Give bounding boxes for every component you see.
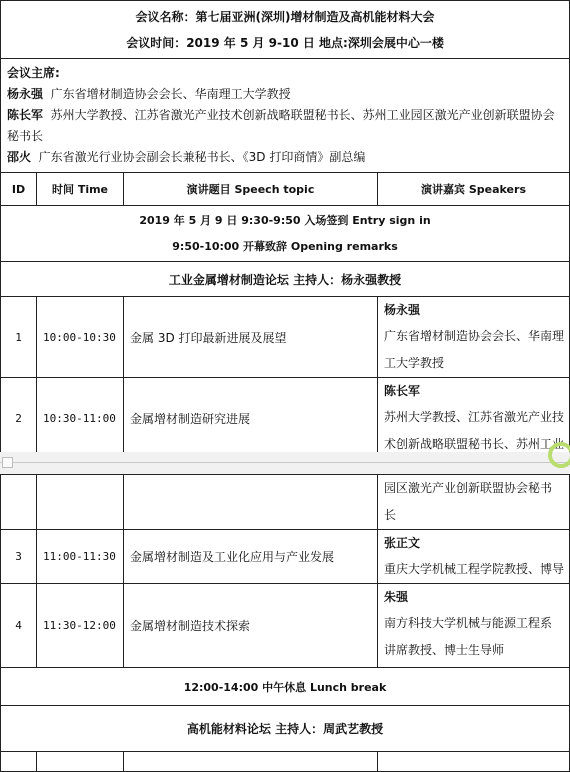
opening-remarks: 9:50-10:00 开幕致辞 Opening remarks xyxy=(172,239,398,253)
table-row xyxy=(1,584,570,668)
speaker-title: 南方科技大学机械与能源工程系 xyxy=(384,616,553,630)
table-row xyxy=(1,752,570,772)
table-row xyxy=(1,297,570,378)
header-time: 时间 Time xyxy=(37,173,124,206)
chairs-label: 会议主席: xyxy=(7,66,60,80)
speaker-title: 苏州大学教授、江苏省激光产业技 xyxy=(384,410,565,424)
row-time: 11:30-12:00 xyxy=(37,584,124,668)
chair-name: 陈长军 xyxy=(7,108,44,122)
row-time: 10:00-10:30 xyxy=(37,297,124,378)
meeting-title: 会议名称：第七届亚洲(深圳)增材制造及高机能材料大会 xyxy=(135,9,435,24)
lunch-break: 12:00-14:00 中午休息 Lunch break xyxy=(1,668,570,706)
forum-title-row xyxy=(1,706,570,752)
forum-2-title: 高机能材料论坛 主持人：周武艺教授 xyxy=(1,706,570,752)
row-topic: 金属增材制造技术探索 xyxy=(124,584,378,668)
row-topic: 金属 3D 打印最新进展及展望 xyxy=(124,297,378,378)
header-id: ID xyxy=(1,173,37,206)
lunch-row xyxy=(1,668,570,706)
speaker-title: 重庆大学机械工程学院教授、博导 xyxy=(384,562,565,576)
header-speakers: 演讲嘉宾 Speakers xyxy=(378,173,570,206)
header-topic: 演讲题目 Speech topic xyxy=(124,173,378,206)
table-row xyxy=(1,378,570,459)
chair-desc: 广东省激光行业协会副会长兼秘书长、《3D 打印商情》副总编 xyxy=(38,150,366,164)
row-topic: 金属增材制造及工业化应用与产业发展 xyxy=(124,530,378,584)
chair-item xyxy=(7,84,563,105)
speaker-name: 张正文 xyxy=(384,536,421,550)
row-id: 1 xyxy=(1,297,37,378)
page-break-line xyxy=(0,462,570,463)
page-break xyxy=(0,452,570,474)
row-time: 10:30-11:00 xyxy=(37,378,124,459)
table-row-continued xyxy=(1,475,570,530)
speaker-title: 园区激光产业创新联盟协会秘书 xyxy=(384,481,553,495)
speaker-title: 广东省增材制造协会会长、华南理 xyxy=(384,329,565,343)
speaker-name: 朱强 xyxy=(384,590,409,604)
chair-item xyxy=(7,105,563,147)
forum-title-row xyxy=(1,262,570,297)
meeting-info-row xyxy=(1,1,570,59)
forum-1-title: 工业金属增材制造论坛 主持人：杨永强教授 xyxy=(1,262,570,297)
schedule-page-2 xyxy=(0,474,570,772)
chair-desc: 广东省增材制造协会会长、华南理工大学教授 xyxy=(50,87,291,101)
speaker-name: 陈长军 xyxy=(384,384,421,398)
speaker-title: 长 xyxy=(384,508,397,522)
meeting-time-place: 会议时间：2019 年 5 月 9-10 日 地点:深圳会展中心一楼 xyxy=(126,35,444,50)
row-topic: 金属增材制造研究进展 xyxy=(124,378,378,459)
table-header-row xyxy=(1,173,570,206)
speaker-title: 术创新战略联盟秘书长、苏州工业 xyxy=(384,437,565,451)
chair-desc: 苏州大学教授、江苏省激光产业技术创新战略联盟秘书长、苏州工业园区激光产业创新联盟协会秘书长 xyxy=(7,108,555,143)
chairs-row xyxy=(1,59,570,173)
speaker-name: 杨永强 xyxy=(384,303,421,317)
entry-sign-in: 2019 年 5 月 9 日 9:30-9:50 入场签到 Entry sign in xyxy=(139,213,431,227)
row-id: 2 xyxy=(1,378,37,459)
page-corner-mark xyxy=(2,457,13,468)
chair-name: 杨永强 xyxy=(7,87,44,101)
chair-item xyxy=(7,147,563,168)
speaker-title: 工大学教授 xyxy=(384,356,445,370)
table-row xyxy=(1,530,570,584)
chair-name: 邵火 xyxy=(7,150,32,164)
speaker-title: 讲席教授、博士生导师 xyxy=(384,643,505,657)
opening-row xyxy=(1,206,570,262)
green-ring-icon xyxy=(548,442,570,468)
row-id: 3 xyxy=(1,530,37,584)
row-id: 4 xyxy=(1,584,37,668)
schedule-table-bottom xyxy=(0,474,570,772)
row-time: 11:00-11:30 xyxy=(37,530,124,584)
